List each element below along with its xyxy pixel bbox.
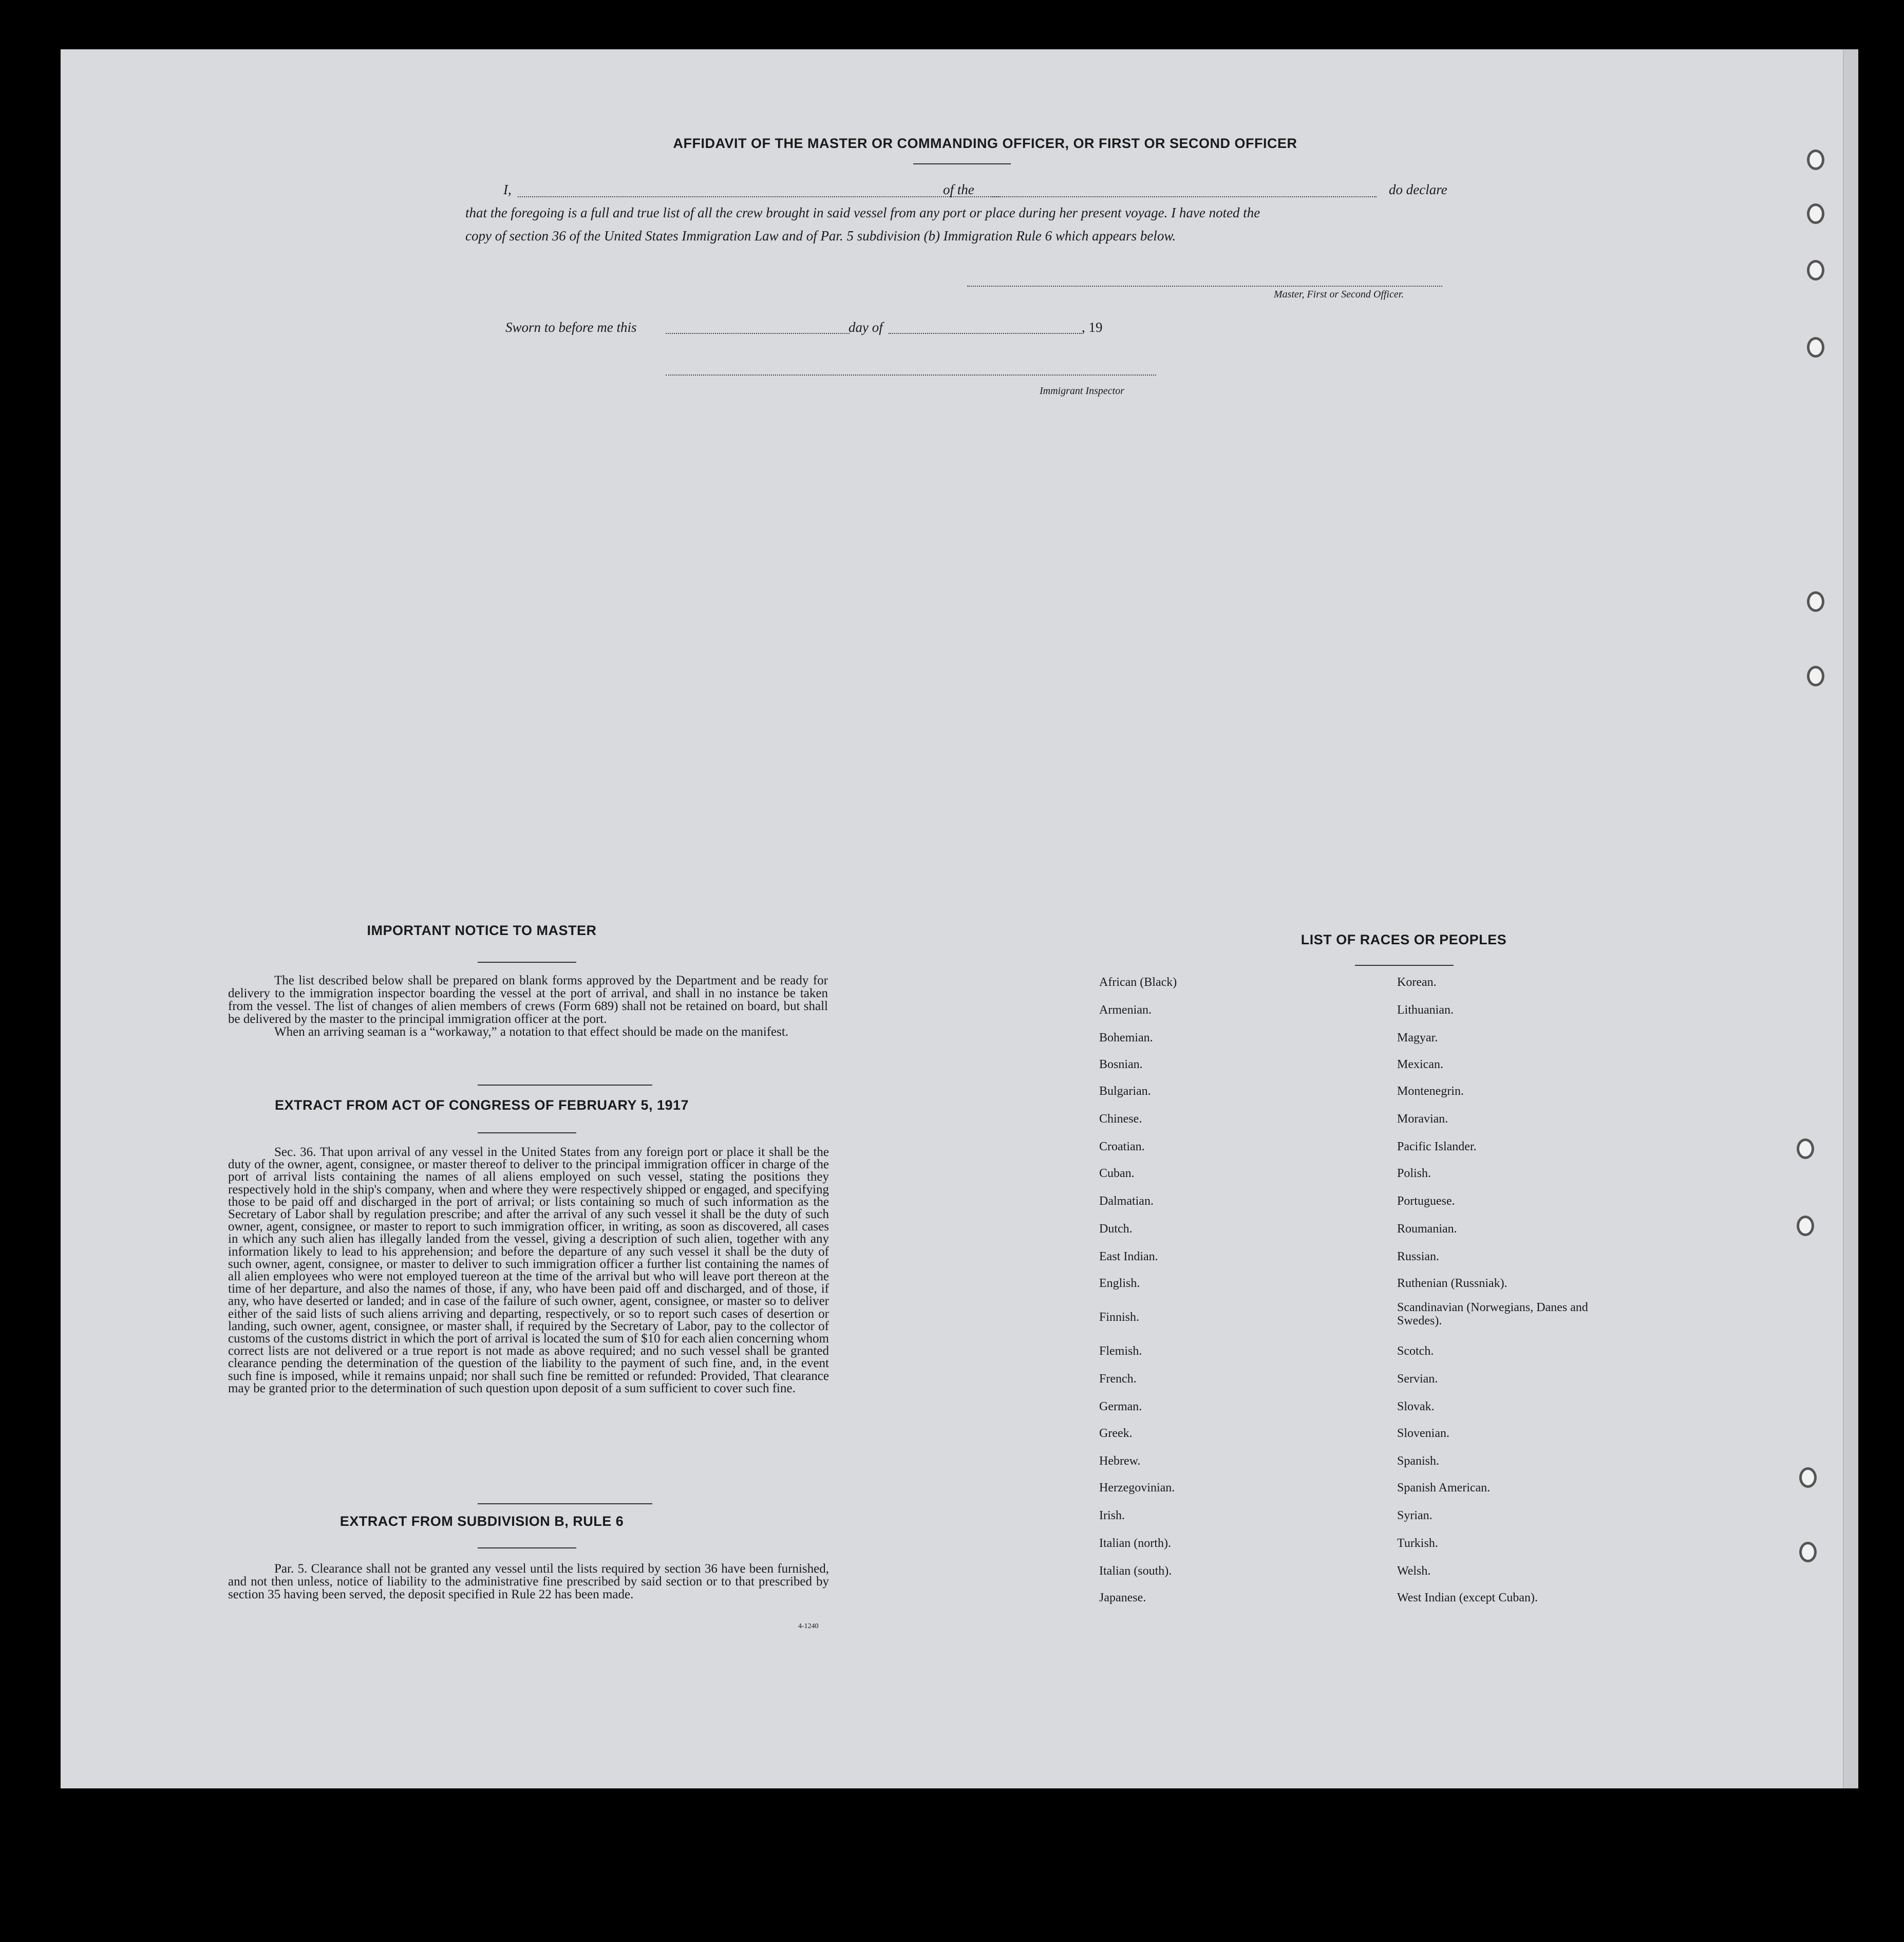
rule-title-rule <box>478 1547 576 1548</box>
affidavit-of-the: of the <box>943 182 974 197</box>
race-item: Greek. <box>1099 1427 1133 1440</box>
notice-paragraph-1: The list described below shall be prepared on blank forms approved by the Department and be ready for delivery to the immigration inspector boarding the vessel at the port of arrival, and shall in no instance be taken from the vessel. The list of changes of alien members of crews (Form 689) shall not be retained on board, but shall be delivered by the master to the principal immigration officer at the port. <box>228 974 828 1026</box>
race-item: Irish. <box>1099 1509 1125 1522</box>
binder-hole <box>1807 150 1824 170</box>
sworn-day-field[interactable] <box>666 333 850 334</box>
race-item: Moravian. <box>1397 1112 1448 1126</box>
race-item: Herzegovinian. <box>1099 1481 1175 1495</box>
master-signature-label: Master, First or Second Officer. <box>1274 289 1404 300</box>
binder-hole <box>1807 260 1824 281</box>
race-item: Dalmatian. <box>1099 1194 1154 1208</box>
race-item: Magyar. <box>1397 1031 1438 1044</box>
race-item: Scandinavian (Norwegians, Danes and Swedes). <box>1397 1301 1588 1328</box>
race-item: Armenian. <box>1099 1003 1152 1017</box>
race-item: Spanish American. <box>1397 1481 1491 1495</box>
rule-body <box>228 1562 829 1601</box>
race-item: Pacific Islander. <box>1397 1140 1477 1153</box>
binder-hole <box>1807 337 1824 358</box>
sworn-year-prefix: , 19 <box>1082 320 1103 335</box>
notice-title: IMPORTANT NOTICE TO MASTER <box>367 923 597 938</box>
race-item: German. <box>1099 1400 1142 1413</box>
notice-paragraph-2: When an arriving seaman is a “workaway,” a notation to that effect should be made on the manifest. <box>274 1025 789 1039</box>
binder-hole <box>1799 1542 1817 1562</box>
race-item: Montenegrin. <box>1397 1085 1464 1098</box>
race-item: Roumanian. <box>1397 1222 1457 1236</box>
master-signature-field[interactable] <box>967 286 1442 287</box>
race-item: Flemish. <box>1099 1345 1142 1358</box>
race-item: Polish. <box>1397 1167 1431 1180</box>
affidavit-title: AFFIDAVIT OF THE MASTER OR COMMANDING OFFICER, OR FIRST OR SECOND OFFICER <box>673 136 1297 151</box>
race-item: East Indian. <box>1099 1250 1158 1263</box>
race-item: Welsh. <box>1397 1564 1431 1578</box>
affidavit-do-declare: do declare <box>1389 182 1447 197</box>
affiant-name-field[interactable] <box>518 196 1000 197</box>
races-title: LIST OF RACES OR PEOPLES <box>1300 932 1507 947</box>
binder-hole <box>1797 1138 1814 1159</box>
rule-title: EXTRACT FROM SUBDIVISION B, RULE 6 <box>340 1514 624 1529</box>
affidavit-i-label: I, <box>503 182 512 197</box>
race-item: Korean. <box>1397 976 1437 989</box>
act-title-rule <box>478 1132 576 1133</box>
race-item: Mexican. <box>1397 1058 1443 1071</box>
race-item: Spanish. <box>1397 1454 1440 1468</box>
binder-hole <box>1807 666 1824 686</box>
act-paragraph: Sec. 36. That upon arrival of any vessel in the United States from any foreign port or place it shall be the duty of the owner, agent, consignee, or master thereof to deliver to the principal immigration officer in charge of the port of arrival lists containing the names of all aliens employed on such vessel, stating the positions they respectively hold in the ship's company, when and where they were respectively shipped or engaged, and specifying those to be paid off and discharged in the port of arrival; or lists containing so much of such information as the Secretary of Labor shall by regulation prescribe; and after the arrival of any such vessel it shall be the duty of such owner, agent, consignee, or master to report to such immigration officer, in writing, as soon as discovered, all cases in which any such alien has illegally landed from the vessel, giving a description of such alien, together with any information likely to lead to his apprehension; and before the departure of any such vessel it shall be the duty of such owner, agent, consignee, or master to deliver to such immigration officer a further list containing the names of all alien employees who were not employed tuereon at the time of the arrival but who will leave port thereon at the time of her departure, and also the names of those, if any, who have been paid off and discharged, and of those, if any, who have deserted or landed; and in case of the failure of such owner, agent, consignee, or master so to deliver either of the said lists of such aliens arriving and departing, respectively, or so to report such cases of desertion or landing, such owner, agent, consignee, or master shall, if required by the Secretary of Labor, pay to the collector of customs of the customs district in which the port of arrival is located the sum of $10 for each alien concerning whom correct lists are not delivered or a true report is not made as above required; and no such vessel shall be granted clearance pending the determination of the question of the liability to the payment of such fine, and, in the event such fine is imposed, while it remains unpaid; nor shall such fine be remitted or refunded: Provided, That clearance may be granted prior to the determination of such question upon deposit of a sum sufficient to cover such fine. <box>228 1145 829 1395</box>
sworn-label: Sworn to before me this <box>505 320 637 335</box>
notice-title-rule <box>478 962 576 963</box>
inspector-label: Immigrant Inspector <box>1040 385 1124 397</box>
affidavit-line-2: that the foregoing is a full and true list of all the crew brought in said vessel from any port or place during her present voyage. I have noted the <box>465 205 1260 220</box>
rule-paragraph: Par. 5. Clearance shall not be granted any vessel until the lists required by section 36 have been furnished, and not then unless, notice of liability to the administrative fine prescribed by said section or to that prescribed by section 35 having been served, the deposit specified in Rule 22 has been made. <box>228 1562 829 1601</box>
race-item: Chinese. <box>1099 1112 1142 1126</box>
race-item: Croatian. <box>1099 1140 1145 1153</box>
document-page <box>61 49 1858 1788</box>
vessel-name-field[interactable] <box>990 196 1377 197</box>
form-code: 4-1240 <box>798 1622 819 1630</box>
binder-hole <box>1807 591 1824 612</box>
race-item: Scotch. <box>1397 1345 1434 1358</box>
race-item: Bulgarian. <box>1099 1085 1151 1098</box>
race-item: Syrian. <box>1397 1509 1432 1522</box>
races-title-rule <box>1355 965 1454 966</box>
race-item: English. <box>1099 1277 1140 1290</box>
race-item: Slovenian. <box>1397 1427 1449 1440</box>
notice-body <box>228 974 828 1038</box>
race-item: Slovak. <box>1397 1400 1435 1413</box>
race-item: Lithuanian. <box>1397 1003 1454 1017</box>
rule-top-rule <box>478 1503 652 1504</box>
race-item: Finnish. <box>1099 1311 1140 1324</box>
race-item: Bosnian. <box>1099 1058 1143 1071</box>
affidavit-title-rule <box>913 163 1011 164</box>
act-title: EXTRACT FROM ACT OF CONGRESS OF FEBRUARY 5, 1917 <box>274 1097 689 1113</box>
race-item: Italian (south). <box>1099 1564 1172 1578</box>
race-item: Russian. <box>1397 1250 1440 1263</box>
sworn-month-field[interactable] <box>889 333 1082 334</box>
race-item: African (Black) <box>1099 976 1177 989</box>
binder-hole <box>1797 1216 1814 1236</box>
race-item: Italian (north). <box>1099 1537 1171 1550</box>
inspector-signature-field[interactable] <box>666 375 1156 376</box>
race-item: Japanese. <box>1099 1591 1146 1604</box>
race-item: Turkish. <box>1397 1537 1438 1550</box>
binder-hole <box>1799 1467 1817 1488</box>
race-item: French. <box>1099 1372 1137 1386</box>
sworn-day-of: day of <box>849 320 883 335</box>
race-item: West Indian (except Cuban). <box>1397 1591 1538 1604</box>
race-item: Hebrew. <box>1099 1454 1141 1468</box>
act-body <box>228 1146 829 1395</box>
affidavit-line-3: copy of section 36 of the United States Immigration Law and of Par. 5 subdivision (b) Immigration Rule 6 which appears below. <box>465 228 1176 244</box>
race-item: Ruthenian (Russniak). <box>1397 1277 1507 1290</box>
race-item: Dutch. <box>1099 1222 1133 1236</box>
act-top-rule <box>478 1085 652 1086</box>
race-item: Bohemian. <box>1099 1031 1153 1044</box>
race-item: Servian. <box>1397 1372 1438 1386</box>
page-edge <box>1843 49 1858 1788</box>
race-item: Portuguese. <box>1397 1194 1455 1208</box>
binder-hole <box>1807 203 1824 224</box>
race-item: Cuban. <box>1099 1167 1135 1180</box>
